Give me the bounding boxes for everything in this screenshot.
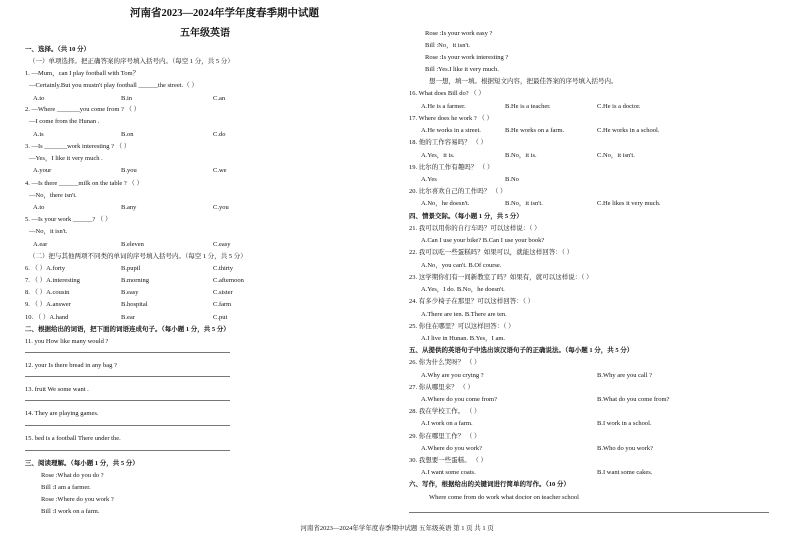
question-line: 想一想，填一填。根据短文内容，把最佳答案的序号填入括号内。: [429, 78, 618, 85]
question-line: —Certainly.But you mustn't play football ______the street.（ ）: [29, 82, 198, 89]
question-line: A.to: [33, 95, 45, 102]
question-line: A.Where do you come from?: [421, 396, 497, 403]
question-line: 30. 我想要一些蛋糕。 （ ）: [409, 457, 487, 464]
question-line: C.farm: [213, 301, 232, 308]
question-line: A.I live in Hunan. B.Yes，I am.: [421, 335, 506, 342]
question-line: 21. 我可以用你的自行车吗？可以这样说：（ ）: [409, 225, 541, 232]
question-line: Rose :What do you do ?: [41, 472, 104, 479]
question-line: （二）把与其他两项不同类的单词的序号填入括号内。（每空 1 分，共 5 分）: [29, 253, 247, 260]
question-line: B.No，it isn't.: [505, 200, 543, 207]
question-line: A.Why are you crying ?: [421, 372, 484, 379]
question-line: B.ear: [121, 314, 135, 321]
question-line: A.Can I use your bike? B.Can I use your book?: [421, 237, 545, 244]
question-line: 25. 你住在哪里？可以这样回答：（ ）: [409, 323, 515, 330]
question-line: —Yes，I like it very much .: [29, 155, 103, 162]
section-heading: 二、根据给出的词语，把下面的词语连成句子。（每小题 1 分，共 5 分）: [25, 326, 230, 333]
section-heading: 一、选择。（共 10 分）: [25, 46, 90, 53]
question-line: 14. They are playing games.: [25, 410, 99, 417]
question-line: 13. fruit We some want .: [25, 386, 89, 393]
question-line: A.Yes: [421, 176, 437, 183]
question-line: C.He likes it very much.: [597, 200, 661, 207]
question-line: 20. 比尔喜欢自己的工作吗？ （ ）: [409, 188, 507, 195]
question-line: A.Yes，it is.: [421, 152, 455, 159]
section-heading: 三、阅读理解。（每小题 1 分，共 5 分）: [25, 460, 139, 467]
answer-line[interactable]: [25, 400, 230, 401]
section-heading: 五、从提供的英语句子中选出该汉语句子的正确说法。（每小题 1 分，共 5 分）: [409, 347, 634, 354]
question-line: Rose :Is your work easy ?: [425, 30, 493, 37]
question-line: 10. （ ）A.hand: [25, 314, 69, 321]
question-line: A.He works in a street.: [421, 127, 481, 134]
answer-line[interactable]: [25, 450, 230, 451]
question-line: B.any: [121, 204, 137, 211]
question-line: B.you: [121, 167, 137, 174]
question-line: 17. Where does he work ? （ ）: [409, 115, 493, 122]
question-line: A.I work on a farm.: [421, 420, 473, 427]
question-line: 8. （ ）A.cousin: [25, 289, 70, 296]
question-line: C.an: [213, 95, 226, 102]
question-line: C.you: [213, 204, 229, 211]
question-line: A.ear: [33, 241, 48, 248]
question-line: Where come from do work what doctor on teacher school: [429, 494, 579, 501]
question-line: 12. your Is there bread in any bag ?: [25, 362, 117, 369]
question-line: A.There are ten. B.There are ten.: [421, 311, 507, 318]
question-line: C.thirty: [213, 265, 234, 272]
answer-line[interactable]: [25, 425, 230, 426]
question-line: 3. —Is _______work interesting ? （ ）: [25, 143, 131, 150]
question-line: A.Yes，I do. B.No，he doesn't.: [421, 286, 505, 293]
question-line: 15. bed is a football There under the.: [25, 435, 121, 442]
question-line: 26. 你为什么哭呀？ （ ）: [409, 359, 481, 366]
question-line: 29. 你在哪里工作？ （ ）: [409, 433, 481, 440]
question-line: C.easy: [213, 241, 231, 248]
section-heading: 四、情景交际。（每小题 1 分，共 5 分）: [409, 213, 523, 220]
question-line: B.in: [121, 95, 133, 102]
question-line: 22. 我可以吃一些蛋糕吗？如果可以，就能这样回答：（ ）: [409, 249, 574, 256]
question-line: B.I want some cakes.: [597, 469, 653, 476]
question-line: B.Why are you call ?: [597, 372, 653, 379]
question-line: B.He works on a farm.: [505, 127, 565, 134]
question-line: —I come from the Hunan .: [29, 118, 100, 125]
question-line: Bill :No，it isn't.: [425, 42, 471, 49]
question-line: Rose :Is your work interesting ?: [425, 54, 509, 61]
question-line: A.No，he doesn't.: [421, 200, 470, 207]
question-line: Bill :Yes.I like it very much.: [425, 66, 499, 73]
question-line: 19. 比尔的工作有趣吗？ （ ）: [409, 164, 494, 171]
answer-line[interactable]: [25, 352, 230, 353]
question-line: 28. 我在学校工作。 （ ）: [409, 408, 481, 415]
question-line: C.He works in a school.: [597, 127, 660, 134]
question-line: 7. （ ）A.interesting: [25, 277, 80, 284]
question-line: B.No，it is.: [505, 152, 537, 159]
question-line: B.What do you come from?: [597, 396, 670, 403]
question-line: B.I work in a school.: [597, 420, 652, 427]
page-subtitle: 五年级英语: [180, 28, 230, 39]
question-line: 16. What does Bill do? （ ）: [409, 90, 485, 97]
question-line: 11. you How like many would ?: [25, 338, 109, 345]
question-line: C.He is a doctor.: [597, 103, 641, 110]
question-line: C.put: [213, 314, 228, 321]
question-line: B.eleven: [121, 241, 144, 248]
question-line: B.Who do you work?: [597, 445, 653, 452]
question-line: B.easy: [121, 289, 139, 296]
question-line: A.No，you can't. B.Of course.: [421, 262, 502, 269]
question-line: B.pupil: [121, 265, 141, 272]
question-line: 5. —Is your work ______? （ ）: [25, 216, 112, 223]
question-line: A.I want some coats.: [421, 469, 476, 476]
question-line: B.hospital: [121, 301, 148, 308]
question-line: Bill :I work on a farm.: [41, 508, 100, 515]
question-line: 9. （ ）A.answer: [25, 301, 71, 308]
question-line: B.on: [121, 131, 134, 138]
question-line: C.No，it isn't.: [597, 152, 635, 159]
question-line: C.do: [213, 131, 226, 138]
question-line: C.sister: [213, 289, 233, 296]
page-footer: 河南省2023—2024年学年度春季期中试题 五年级英语 第 1 页 共 1 页: [300, 525, 494, 532]
question-line: C.afternoon: [213, 277, 244, 284]
question-line: 4. —Is there ______milk on the table ? （ ）: [25, 180, 144, 187]
question-line: 23. 这学期你们有一间新教室了吗？如果有，就可以这样说：（ ）: [409, 274, 593, 281]
question-line: A.is: [33, 131, 44, 138]
question-line: A.to: [33, 204, 45, 211]
question-line: —No，it isn't.: [29, 228, 68, 235]
writing-line[interactable]: [409, 512, 769, 513]
question-line: A.He is a farmer.: [421, 103, 466, 110]
question-line: A.Where do you work?: [421, 445, 483, 452]
question-line: 6. （ ）A.forty: [25, 265, 66, 272]
question-line: B.He is a teacher.: [505, 103, 551, 110]
page-title: 河南省2023—2024年学年度春季期中试题: [130, 8, 319, 19]
question-line: 1. —Mum，can I play football with Tom？: [25, 70, 140, 77]
question-line: 27. 你从哪里来？ （ ）: [409, 384, 474, 391]
question-line: （一）单项选择。把正确答案的序号填入括号内。（每空 1 分，共 5 分）: [29, 58, 234, 65]
section-heading: 六、写作，根据给出的关键词进行简单的写作。（10 分）: [409, 481, 570, 488]
question-line: —No，there isn't.: [29, 192, 77, 199]
question-line: B.morning: [121, 277, 149, 284]
question-line: Rose :Where do you work ?: [41, 496, 114, 503]
question-line: Bill :I am a farmer.: [41, 484, 91, 491]
question-line: 2. —Where _______you come from ? （ ）: [25, 106, 141, 113]
question-line: 24. 有多少椅子在那里？可以这样回答：（ ）: [409, 298, 535, 305]
question-line: A.your: [33, 167, 52, 174]
answer-line[interactable]: [25, 376, 230, 377]
question-line: 18. 他的工作容易吗？ （ ）: [409, 139, 487, 146]
question-line: B.No: [505, 176, 519, 183]
question-line: C.we: [213, 167, 227, 174]
